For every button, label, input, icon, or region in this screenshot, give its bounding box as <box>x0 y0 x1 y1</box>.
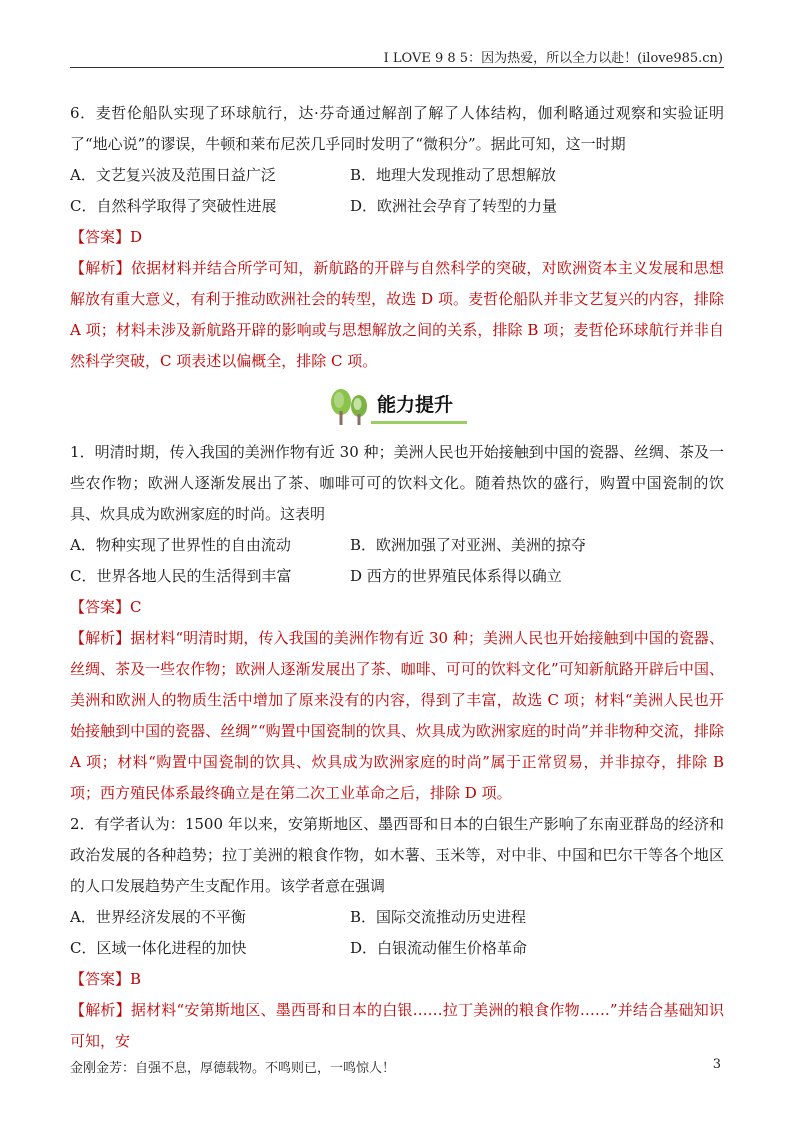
option-b: B．国际交流推动历史进程 <box>350 908 527 926</box>
analysis-text: 【解析】据材料“安第斯地区、墨西哥和日本的白银……拉丁美洲的粮食作物……”并结合基础知识可知，安 <box>70 1001 724 1050</box>
page-header: I LOVE 9 8 5：因为热爱，所以全力以赴！(ilove985.cn) <box>383 51 723 66</box>
question-2 <box>70 809 724 1057</box>
option-b: B．欧洲加强了对亚洲、美洲的掠夺 <box>350 536 587 554</box>
question-1 <box>70 437 724 809</box>
option-a: A．文艺复兴波及范围日益广泛 <box>70 166 276 184</box>
options-row <box>70 561 724 592</box>
footer-motto: 金刚金芳：自强不息，厚德载物。不鸣则已，一鸣惊人！ <box>70 1061 396 1076</box>
answer-label: 【答案】B <box>70 970 142 988</box>
page-number: 3 <box>712 1057 721 1072</box>
question-stem: 6．麦哲伦船队实现了环球航行，达·芬奇通过解剖了解了人体结构，伽利略通过观察和实验证明了“地心说”的谬误，牛顿和莱布尼茨几乎同时发明了“微积分”。据此可知，这一时期 <box>70 104 724 153</box>
option-c: C．世界各地人民的生活得到丰富 <box>70 567 292 585</box>
options-row <box>70 530 724 561</box>
option-a: A．物种实现了世界性的自由流动 <box>70 536 291 554</box>
options-row <box>70 160 724 191</box>
document-body <box>70 98 724 1057</box>
question-stem: 1．明清时期，传入我国的美洲作物有近 30 种；美洲人民也开始接触到中国的瓷器、丝绸、茶及一些农作物；欧洲人逐渐发展出了茶、咖啡可可的饮料文化。随着热饮的盛行，购置中国瓷制的饮具、炊具成为欧洲家庭的时尚。这表明 <box>70 443 724 523</box>
answer-label: 【答案】D <box>70 228 143 246</box>
question-stem: 2．有学者认为：1500 年以来，安第斯地区、墨西哥和日本的白银生产影响了东南亚群岛的经济和政治发展的各种趋势；拉丁美洲的粮食作物，如木薯、玉米等，对中非、中国和巴尔干等各个地区的人口发展趋势产生支配作用。该学者意在强调 <box>70 815 724 895</box>
section-banner <box>70 379 724 435</box>
answer-label: 【答案】C <box>70 598 142 616</box>
section-title: 能力提升 <box>371 390 467 424</box>
option-c: C．区域一体化进程的加快 <box>70 939 247 957</box>
options-row <box>70 933 724 964</box>
question-6 <box>70 98 724 377</box>
analysis-text: 【解析】据材料“明清时期，传入我国的美洲作物有近 30 种；美洲人民也开始接触到中国的瓷器、丝绸、茶及一些农作物；欧洲人逐渐发展出了茶、咖啡、可可的饮料文化”可知新航路开辟后中国、美洲和欧洲人的物质生活中增加了原来没有的内容，得到了丰富，故选 C 项；材料“美洲人民也开始接触到中国的瓷器、丝绸”“购置中国瓷制的饮具、炊具成为欧洲家庭的时尚”并非物种交流，排除 A 项；材料“购置中国瓷制的饮具、炊具成为欧洲家庭的时尚”属于正常贸易，并非掠夺，排除 B 项；西方殖民体系最终确立是在第二次工业革命之后，排除 D 项。 <box>70 629 724 802</box>
option-c: C．自然科学取得了突破性进展 <box>70 197 277 215</box>
options-row <box>70 902 724 933</box>
option-b: B．地理大发现推动了思想解放 <box>350 166 557 184</box>
analysis-text: 【解析】依据材料并结合所学可知，新航路的开辟与自然科学的突破，对欧洲资本主义发展和思想解放有重大意义，有利于推动欧洲社会的转型，故选 D 项。麦哲伦船队并非文艺复兴的内容，排除 A 项；材料未涉及新航路开辟的影响或与思想解放之间的关系，排除 B 项；麦哲伦环球航行并非自然科学突破，C 项表述以偏概全，排除 C 项。 <box>70 259 724 370</box>
header-rule <box>70 67 724 68</box>
option-a: A．世界经济发展的不平衡 <box>70 908 246 926</box>
option-d: D．白银流动催生价格革命 <box>350 939 528 957</box>
options-row <box>70 191 724 222</box>
option-d: D．欧洲社会孕育了转型的力量 <box>350 197 558 215</box>
section-badge <box>327 387 467 427</box>
tree-icon <box>327 387 371 427</box>
option-d: D 西方的世界殖民体系得以确立 <box>350 567 562 585</box>
